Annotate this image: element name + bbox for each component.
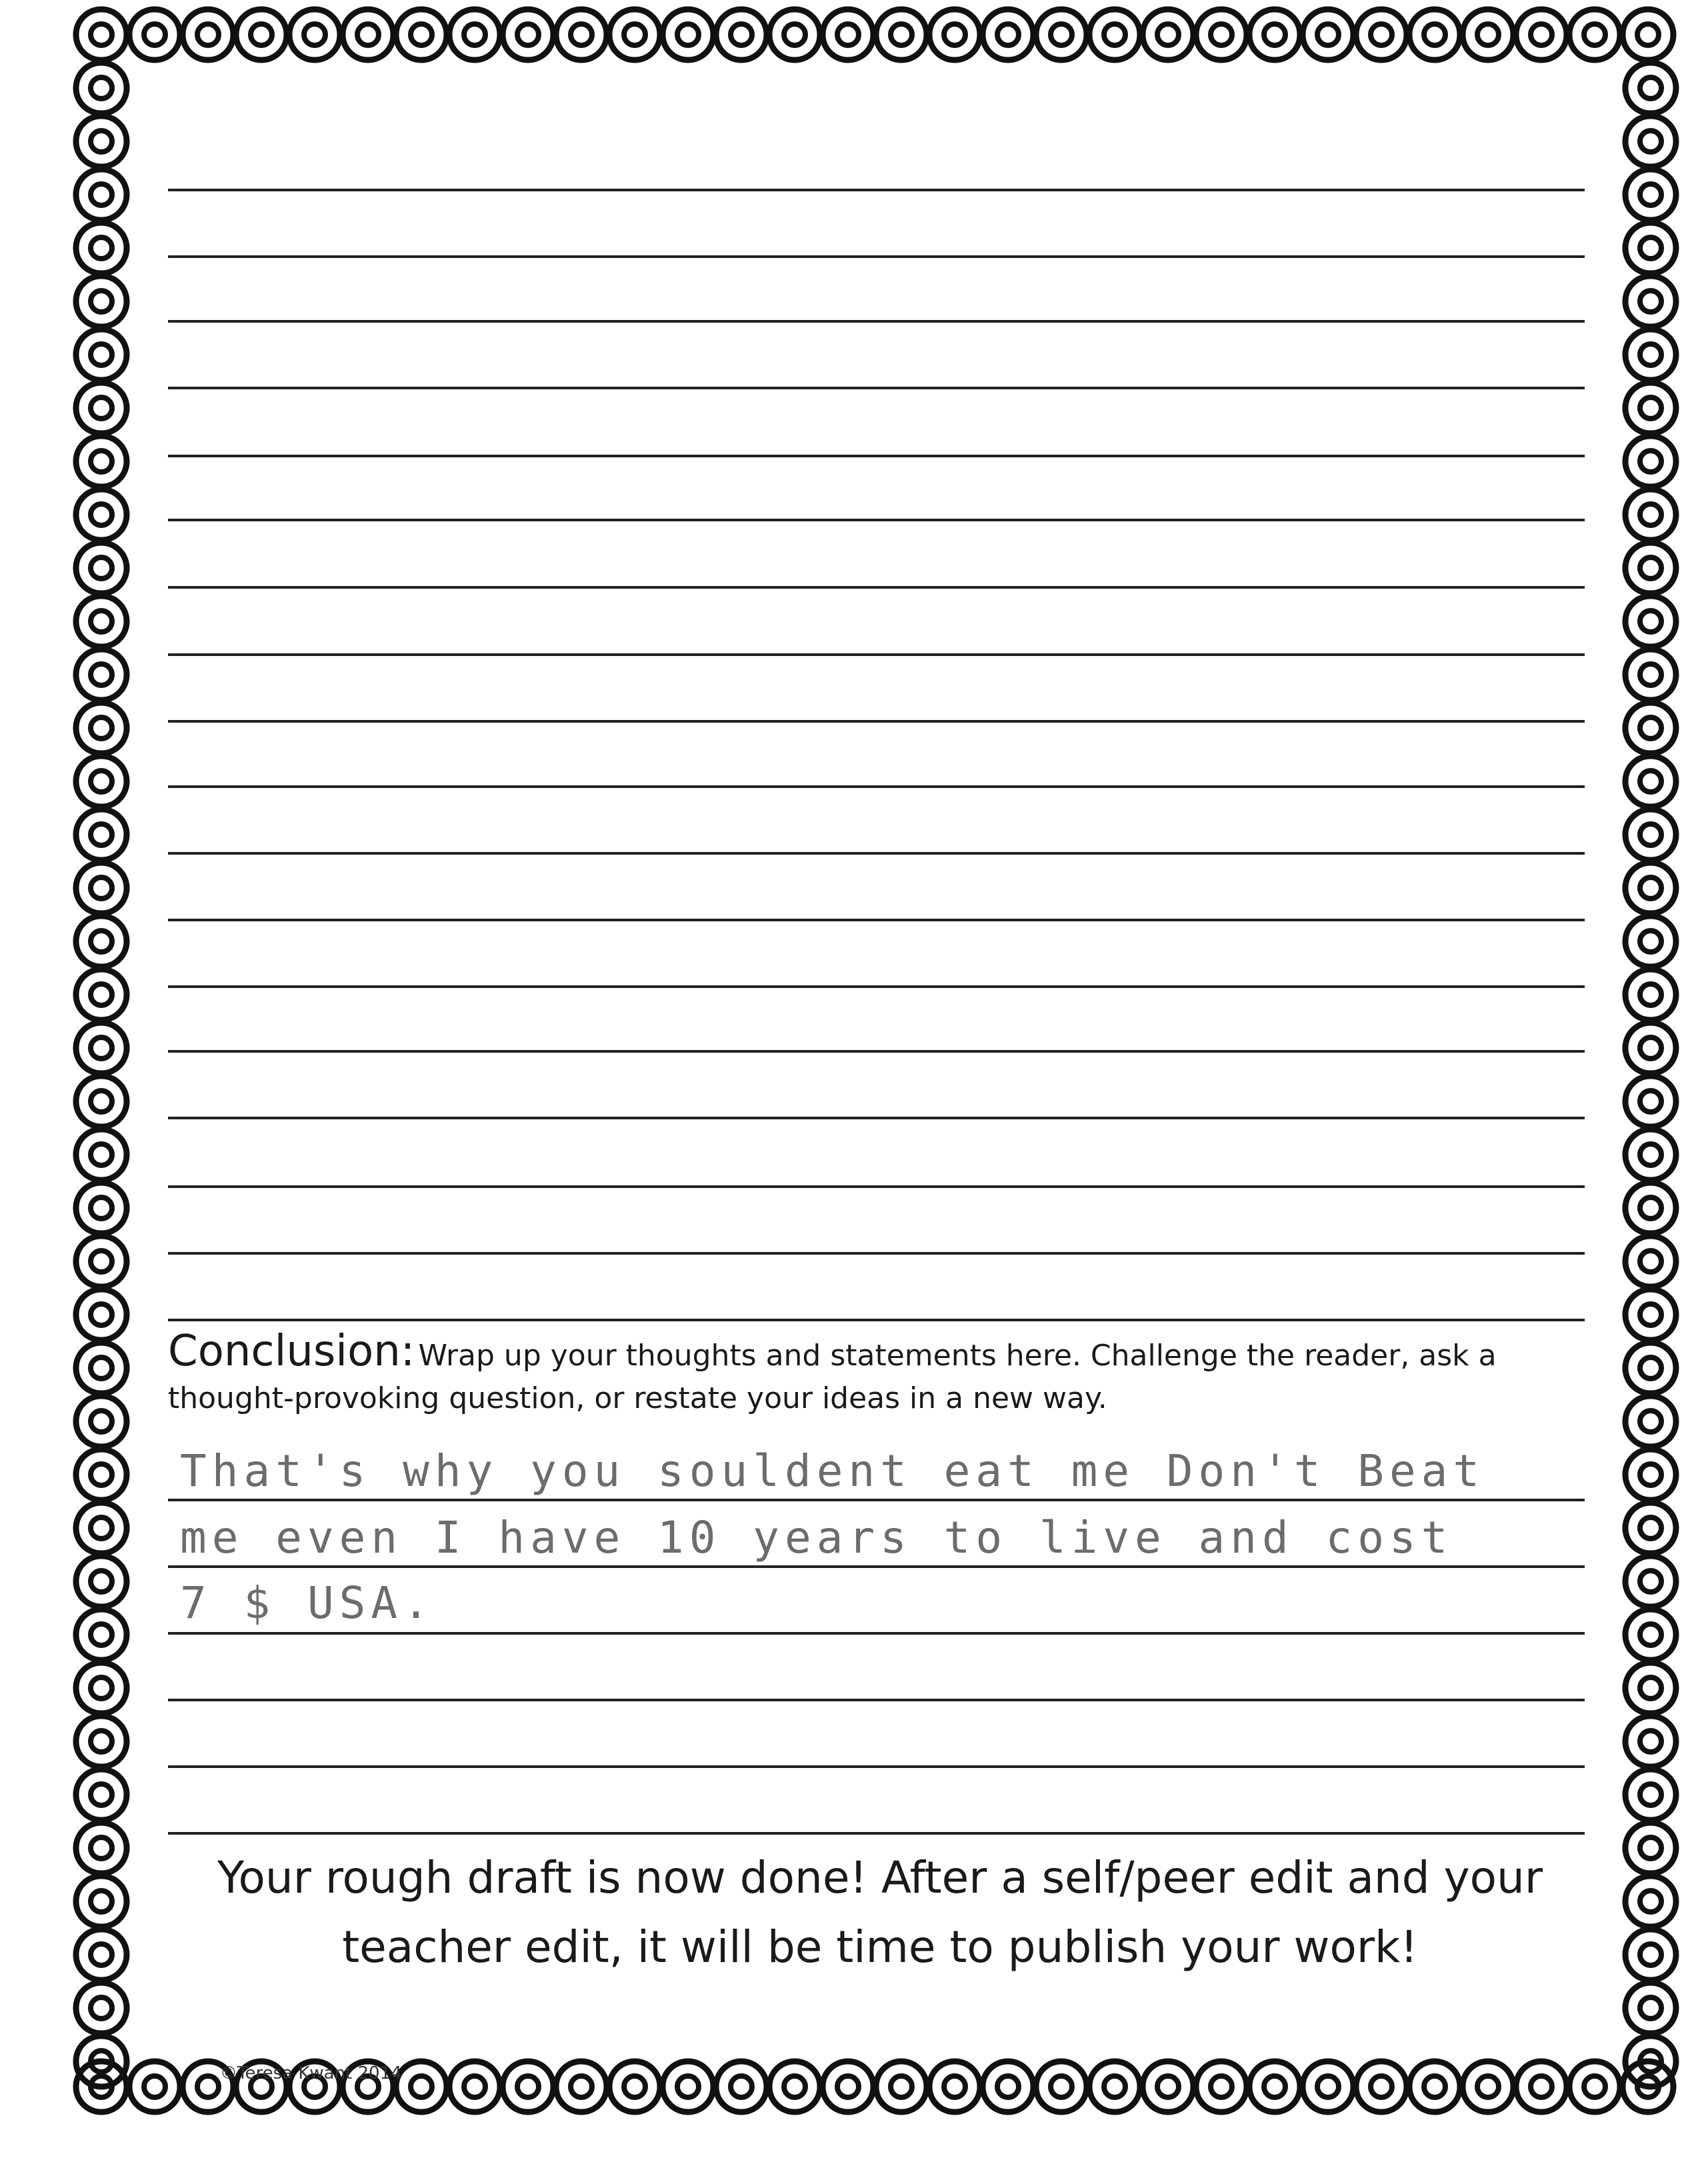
- border-ring: [1625, 223, 1676, 273]
- handwritten-line-1: That's why you souldent eat me Don't Beat: [180, 1445, 1485, 1497]
- handwritten-line-3: 7 $ USA.: [180, 1577, 435, 1629]
- writing-line: [168, 985, 1585, 988]
- border-ring: [76, 1503, 127, 1553]
- border-ring: [1625, 1183, 1676, 1233]
- closing-message: [167, 1843, 1593, 1982]
- writing-line: [168, 586, 1585, 589]
- border-ring: [1625, 1823, 1676, 1873]
- border-ring: [716, 2061, 767, 2112]
- border-ring: [1409, 9, 1460, 60]
- writing-line: [168, 1565, 1585, 1568]
- border-ring: [76, 1769, 127, 1820]
- border-ring: [76, 1823, 127, 1873]
- border-ring: [76, 1076, 127, 1127]
- border-ring: [1625, 1769, 1676, 1820]
- border-ring: [1625, 543, 1676, 593]
- border-ring: [983, 2061, 1033, 2112]
- border-ring: [876, 2061, 927, 2112]
- border-ring: [396, 9, 447, 60]
- border-ring: [1623, 9, 1673, 60]
- border-ring: [1196, 2061, 1247, 2112]
- border-ring: [76, 969, 127, 1020]
- border-ring: [1625, 436, 1676, 487]
- border-ring: [76, 1236, 127, 1287]
- border-ring: [183, 9, 233, 60]
- border-ring: [76, 1876, 127, 1927]
- border-ring: [769, 2061, 820, 2112]
- writing-line: [168, 255, 1585, 258]
- border-ring: [449, 9, 500, 60]
- border-ring: [76, 1289, 127, 1340]
- writing-line: [168, 1050, 1585, 1053]
- border-ring: [1463, 2061, 1513, 2112]
- writing-line: [168, 1632, 1585, 1635]
- border-ring: [1625, 1663, 1676, 1713]
- border-ring: [76, 863, 127, 913]
- border-ring: [1625, 276, 1676, 327]
- border-ring: [1625, 1983, 1676, 2033]
- writing-line: [168, 1319, 1585, 1321]
- handwritten-line-2: me even I have 10 years to live and cost: [180, 1512, 1453, 1563]
- border-ring: [609, 2061, 660, 2112]
- border-ring: [76, 543, 127, 593]
- border-ring: [609, 9, 660, 60]
- border-ring: [1625, 1396, 1676, 1447]
- border-ring: [76, 169, 127, 220]
- border-ring: [129, 2061, 180, 2112]
- border-ring: [1625, 383, 1676, 433]
- writing-line: [168, 852, 1585, 855]
- writing-line: [168, 919, 1585, 921]
- writing-line: [168, 189, 1585, 191]
- border-ring: [449, 2061, 500, 2112]
- border-ring: [1143, 2061, 1193, 2112]
- writing-line: [168, 455, 1585, 457]
- border-ring: [1625, 863, 1676, 913]
- border-ring: [1625, 596, 1676, 647]
- border-ring: [76, 1983, 127, 2033]
- border-ring: [1516, 9, 1567, 60]
- border-ring: [76, 1556, 127, 1607]
- writing-line: [168, 519, 1585, 521]
- border-ring: [1089, 9, 1140, 60]
- border-ring: [76, 1396, 127, 1447]
- conclusion-instructions: Wrap up your thoughts and statements here. Challenge the reader, ask a thought-provoking question, or restate your ideas in a new way.: [168, 1339, 1497, 1415]
- border-ring: [556, 2061, 607, 2112]
- border-ring: [1036, 2061, 1087, 2112]
- border-ring: [76, 1129, 127, 1180]
- border-ring: [76, 1183, 127, 1233]
- border-ring: [716, 9, 767, 60]
- border-ring: [556, 9, 607, 60]
- border-ring: [1625, 63, 1676, 113]
- border-ring: [1625, 116, 1676, 167]
- border-ring: [76, 1449, 127, 1500]
- border-ring: [1516, 2061, 1567, 2112]
- border-ring: [1625, 1023, 1676, 1073]
- border-ring: [1625, 756, 1676, 807]
- border-ring: [76, 383, 127, 433]
- border-ring: [1569, 2061, 1620, 2112]
- writing-line: [168, 320, 1585, 323]
- border-ring: [76, 1343, 127, 1393]
- border-ring: [76, 223, 127, 273]
- writing-line: [168, 720, 1585, 723]
- border-ring: [1625, 1289, 1676, 1340]
- border-ring: [396, 2061, 447, 2112]
- border-ring: [929, 2061, 980, 2112]
- border-ring: [1625, 1129, 1676, 1180]
- writing-line: [168, 785, 1585, 788]
- border-ring: [76, 649, 127, 700]
- border-ring: [1625, 703, 1676, 753]
- conclusion-heading: Conclusion:: [168, 1327, 415, 1376]
- border-ring: [983, 9, 1033, 60]
- border-ring: [76, 756, 127, 807]
- border-ring: [129, 9, 180, 60]
- border-ring: [289, 9, 340, 60]
- border-ring: [76, 596, 127, 647]
- border-ring: [1249, 2061, 1300, 2112]
- border-ring: [76, 436, 127, 487]
- border-ring: [823, 2061, 873, 2112]
- border-ring: [769, 9, 820, 60]
- closing-line-1: Your rough draft is now done! After a self/peer edit and your: [217, 1852, 1543, 1903]
- border-ring: [76, 116, 127, 167]
- border-ring: [1089, 2061, 1140, 2112]
- border-ring: [1625, 1716, 1676, 1767]
- border-ring: [343, 9, 393, 60]
- border-ring: [76, 63, 127, 113]
- border-ring: [1625, 916, 1676, 967]
- border-ring: [1356, 9, 1407, 60]
- border-ring: [1625, 1876, 1676, 1927]
- writing-line: [168, 1252, 1585, 1255]
- border-ring: [76, 276, 127, 327]
- border-ring: [1625, 329, 1676, 380]
- border-ring: [503, 9, 553, 60]
- border-ring: [1625, 1556, 1676, 1607]
- writing-line: [168, 1832, 1585, 1835]
- writing-line: [168, 1699, 1585, 1701]
- border-ring: [1625, 1609, 1676, 1660]
- writing-line: [168, 387, 1585, 389]
- border-ring: [1625, 969, 1676, 1020]
- border-ring: [1409, 2061, 1460, 2112]
- border-ring: [1625, 1449, 1676, 1500]
- border-ring: [1625, 169, 1676, 220]
- border-ring: [1463, 9, 1513, 60]
- border-ring: [236, 9, 287, 60]
- border-ring: [76, 703, 127, 753]
- border-ring: [1303, 2061, 1353, 2112]
- border-ring: [929, 9, 980, 60]
- border-ring: [1625, 489, 1676, 540]
- border-ring: [1036, 9, 1087, 60]
- border-ring: [1569, 9, 1620, 60]
- border-ring: [1196, 9, 1247, 60]
- copyright-footer: ©Teresa Kwant 2014: [220, 2063, 402, 2083]
- border-ring: [1625, 1236, 1676, 1287]
- writing-line: [168, 1765, 1585, 1768]
- border-ring: [663, 9, 713, 60]
- conclusion-section: [168, 1327, 1595, 1420]
- border-ring: [1625, 649, 1676, 700]
- closing-line-2: teacher edit, it will be time to publish your work!: [342, 1921, 1418, 1973]
- border-ring: [76, 809, 127, 860]
- border-ring: [1143, 9, 1193, 60]
- border-ring: [76, 9, 127, 60]
- border-ring: [1249, 9, 1300, 60]
- writing-line: [168, 1117, 1585, 1119]
- border-ring: [1356, 2061, 1407, 2112]
- border-ring: [823, 9, 873, 60]
- writing-line: [168, 653, 1585, 656]
- border-ring: [1303, 9, 1353, 60]
- border-ring: [76, 489, 127, 540]
- writing-line: [168, 1185, 1585, 1188]
- border-ring: [503, 2061, 553, 2112]
- border-ring: [1625, 1076, 1676, 1127]
- writing-line: [168, 1499, 1585, 1501]
- border-ring: [1625, 1343, 1676, 1393]
- border-ring: [76, 1663, 127, 1713]
- border-ring: [1625, 1503, 1676, 1553]
- border-ring: [76, 1929, 127, 1980]
- border-ring: [876, 9, 927, 60]
- border-ring: [1625, 1929, 1676, 1980]
- border-ring: [76, 329, 127, 380]
- border-ring: [76, 916, 127, 967]
- border-ring: [1625, 809, 1676, 860]
- border-ring: [663, 2061, 713, 2112]
- border-ring: [76, 1716, 127, 1767]
- border-ring: [76, 1023, 127, 1073]
- border-ring: [76, 1609, 127, 1660]
